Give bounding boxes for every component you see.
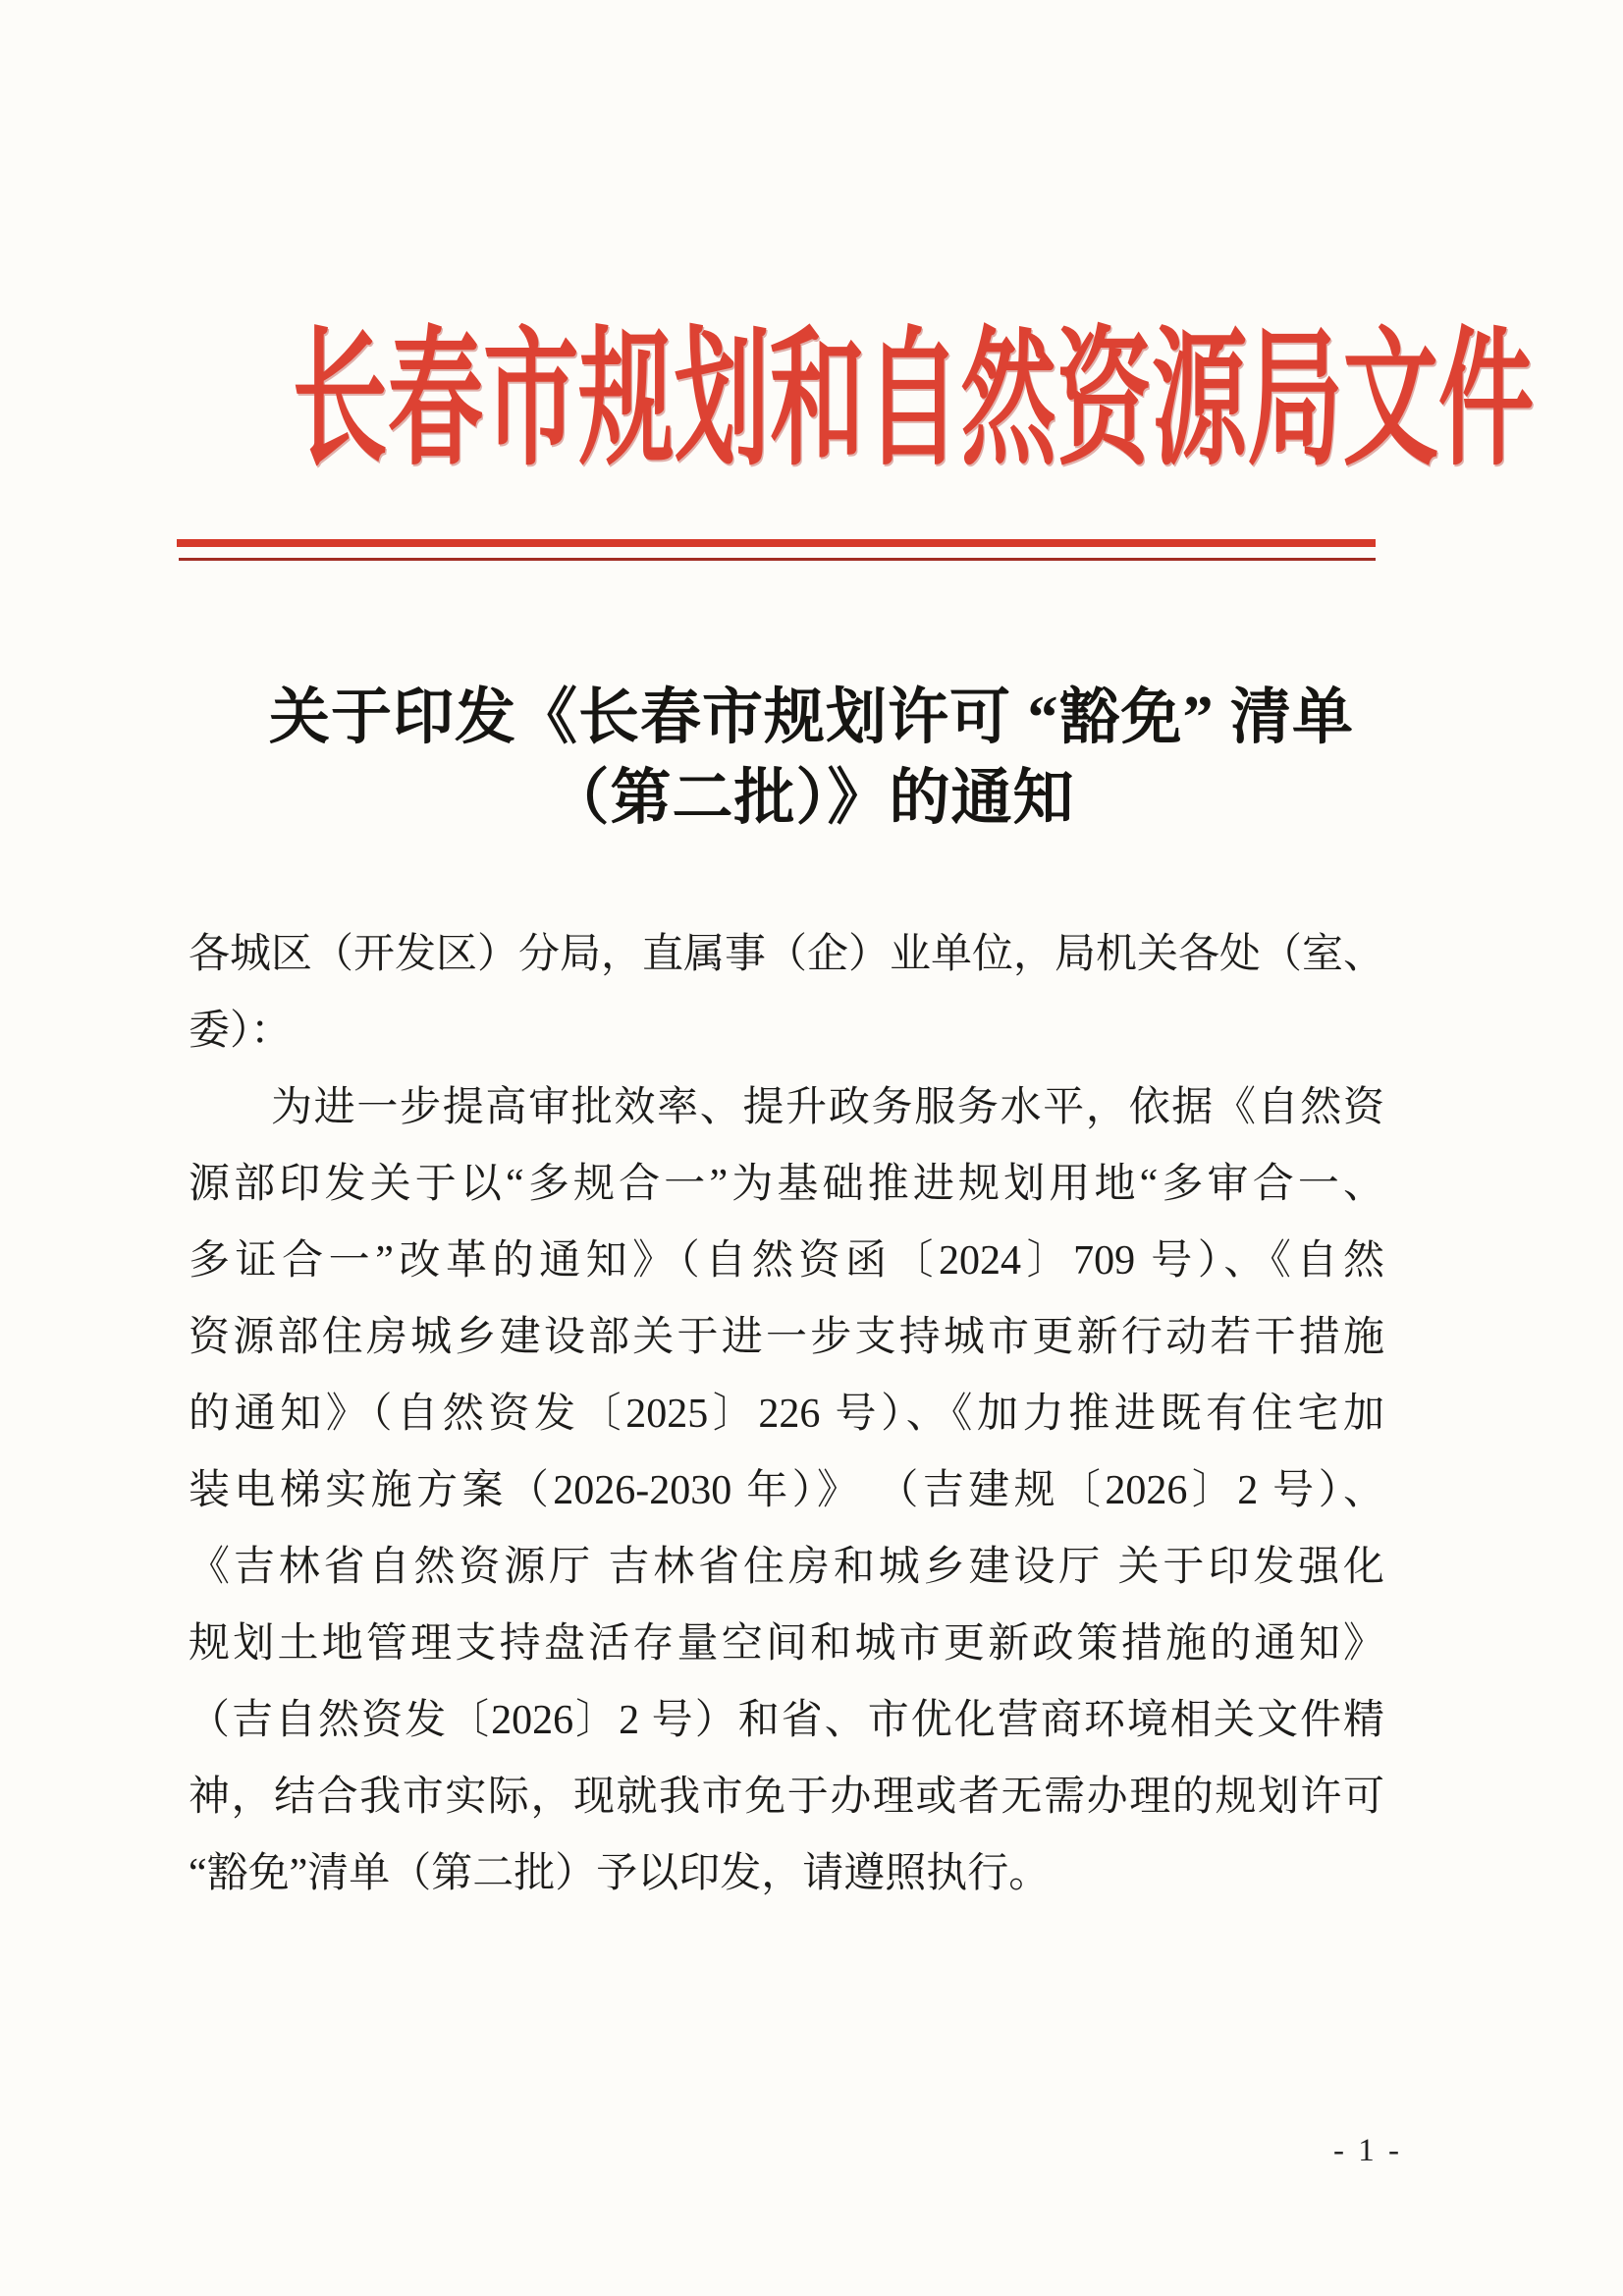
body-text-line: 各城区（开发区）分局，直属事（企）业单位，局机关各处（室、 — [189, 932, 1385, 977]
body-text-line: 源部印发关于以“多规合一”为基础推进规划用地“多审合一、 — [189, 1162, 1384, 1207]
body-text-line: 《吉林省自然资源厅 吉林省住房和城乡建设厅 关于印发强化 — [189, 1545, 1384, 1590]
body-text-line: 规划土地管理支持盘活存量空间和城市更新政策措施的通知》 — [189, 1621, 1384, 1667]
body-text-line: 资源部住房城乡建设部关于进一步支持城市更新行动若干措施 — [189, 1315, 1384, 1360]
document-body — [189, 916, 1384, 1912]
body-text-line: 装电梯实施方案（2026-2030 年）》 （吉建规〔2026〕2 号）、 — [189, 1468, 1384, 1513]
body-text-line: （吉自然资发〔2026〕2 号）和省、市优化营商环境相关文件精 — [189, 1698, 1384, 1743]
page-number: - 1 - — [1333, 2133, 1402, 2168]
red-rule-top — [177, 539, 1376, 547]
body-text-line: 委）： — [189, 1009, 293, 1054]
body-text-line: 为进一步提高审批效率、提升政务服务水平，依据《自然资 — [271, 1085, 1384, 1130]
red-rule-bottom — [179, 558, 1376, 561]
document-title-line2: （第二批）》的通知 — [548, 765, 1075, 832]
document-title — [0, 678, 1623, 839]
body-text-line: 神，结合我市实际，现就我市免于办理或者无需办理的规划许可 — [189, 1775, 1384, 1820]
body-text-line: 多证合一”改革的通知》（自然资函〔2024〕709 号）、《自然 — [189, 1238, 1384, 1284]
document-title-line1: 关于印发《长春市规划许可 “豁免” 清单 — [268, 684, 1354, 751]
org-letterhead-title: 长春市规划和自然资源局文件 — [292, 318, 1535, 483]
body-text-line: 的通知》（自然资发〔2025〕226 号）、《加力推进既有住宅加 — [189, 1392, 1384, 1437]
body-text-line: “豁免”清单（第二批）予以印发，请遵照执行。 — [189, 1851, 1051, 1896]
